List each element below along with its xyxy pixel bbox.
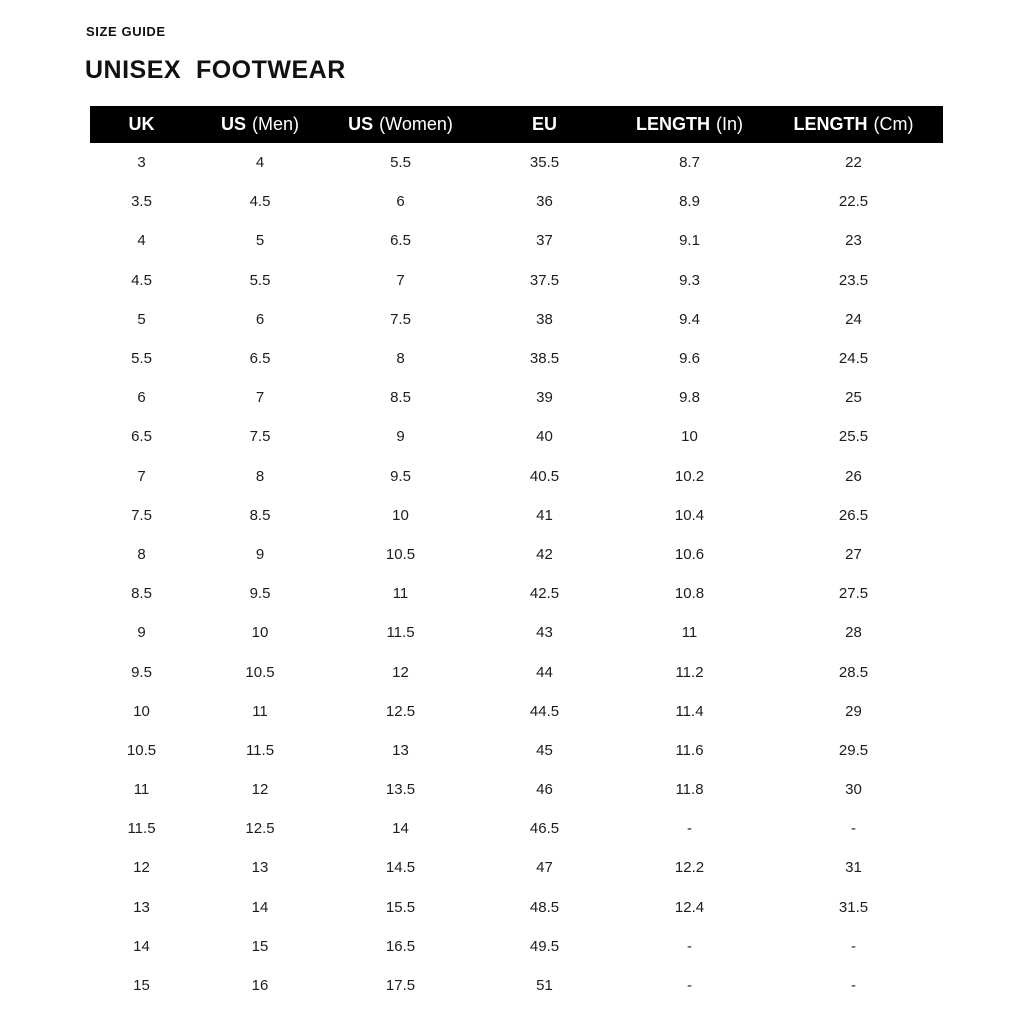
table-cell: 5: [255, 232, 265, 250]
table-row: [90, 770, 943, 809]
table-cell: 8.7: [679, 154, 700, 172]
table-cell: 7.5: [390, 310, 411, 328]
table-row: [90, 300, 943, 339]
table-cell: 14: [392, 820, 409, 838]
table-cell: 8: [255, 467, 265, 485]
column-header-label: EU: [531, 114, 557, 134]
table-cell: 27.5: [838, 585, 869, 603]
table-cell: 10: [392, 506, 409, 524]
table-cell: 9.5: [390, 467, 411, 485]
size-table-header: [90, 106, 943, 143]
table-cell: 5.5: [249, 271, 271, 289]
column-header-us-men: [193, 106, 327, 143]
table-cell: 6: [137, 389, 146, 407]
table-cell: 37.5: [529, 271, 560, 289]
table-cell: 44: [536, 663, 553, 681]
table-cell: 11.8: [675, 781, 704, 799]
table-cell: 7.5: [131, 506, 152, 524]
table-cell: 8.5: [249, 506, 271, 524]
table-cell: 6: [396, 193, 405, 211]
table-cell: 13: [133, 898, 150, 916]
table-cell: 22: [845, 154, 862, 172]
column-header-sublabel: (Women): [379, 114, 453, 134]
table-row: [90, 457, 943, 496]
table-cell: 42.5: [529, 585, 560, 603]
table-cell: 5: [137, 310, 146, 328]
table-cell: 29.5: [838, 741, 869, 759]
table-cell: 8.5: [390, 389, 411, 407]
table-cell: 4: [255, 154, 265, 172]
table-cell: 7: [396, 271, 405, 289]
table-cell: 7: [255, 389, 265, 407]
page-title: UNISEX FOOTWEAR: [85, 56, 346, 84]
table-cell: 44.5: [529, 702, 560, 720]
table-cell: 12: [133, 859, 150, 877]
table-cell: 11: [133, 781, 150, 799]
table-cell: 46.5: [529, 820, 560, 838]
table-cell: 12: [251, 781, 269, 799]
table-cell: 11.2: [675, 663, 704, 681]
table-row: [90, 574, 943, 613]
table-cell: 27: [845, 545, 862, 563]
table-cell: -: [851, 937, 856, 955]
table-row: [90, 378, 943, 417]
table-cell: 10: [133, 702, 150, 720]
table-cell: 12.5: [385, 702, 416, 720]
column-header-label: UK: [128, 114, 155, 134]
table-cell: 22.5: [838, 193, 869, 211]
table-cell: 30: [845, 781, 862, 799]
table-cell: 12: [392, 663, 409, 681]
table-cell: 9.5: [131, 663, 152, 681]
table-cell: 13: [392, 741, 409, 759]
table-cell: 26: [845, 467, 862, 485]
table-cell: 23.5: [838, 271, 869, 289]
table-cell: 6: [255, 310, 265, 328]
table-row: [90, 339, 943, 378]
table-cell: -: [687, 937, 692, 955]
table-cell: 9.6: [679, 350, 700, 368]
column-header-label: LENGTH: [793, 114, 868, 134]
table-cell: 11.5: [127, 820, 156, 838]
table-cell: 46: [536, 781, 553, 799]
table-cell: 14.5: [385, 859, 416, 877]
table-cell: 7: [137, 467, 146, 485]
table-row: [90, 809, 943, 848]
table-cell: 9.3: [679, 271, 700, 289]
table-cell: 9.1: [679, 232, 700, 250]
table-row: [90, 888, 943, 927]
table-cell: 11.5: [245, 741, 275, 759]
header-row: [90, 106, 943, 143]
table-cell: 4.5: [249, 193, 271, 211]
column-header-sublabel: (Cm): [873, 114, 914, 134]
column-header-sublabel: (Men): [252, 114, 300, 134]
table-cell: 11.4: [675, 702, 704, 720]
table-row: [90, 496, 943, 535]
table-cell: 15.5: [385, 898, 416, 916]
table-cell: 15: [251, 937, 269, 955]
size-guide-eyebrow: SIZE GUIDE: [86, 24, 166, 39]
table-cell: 16: [251, 977, 269, 995]
table-cell: 28: [845, 624, 862, 642]
table-cell: 11: [392, 585, 409, 603]
table-cell: 47: [536, 859, 553, 877]
table-cell: 12.5: [245, 820, 275, 838]
table-cell: 10: [681, 428, 698, 446]
table-row: [90, 848, 943, 887]
column-header-sublabel: (In): [716, 114, 743, 134]
table-cell: 11: [252, 702, 268, 720]
table-cell: 16.5: [385, 937, 416, 955]
table-cell: 49.5: [529, 937, 560, 955]
table-cell: 9: [137, 624, 146, 642]
table-cell: 10: [251, 624, 269, 642]
table-row: [90, 652, 943, 691]
table-cell: 9: [396, 428, 405, 446]
table-cell: 11: [681, 624, 698, 642]
table-cell: 40: [536, 428, 553, 446]
table-cell: 9.4: [679, 310, 700, 328]
table-cell: 10.5: [385, 545, 416, 563]
table-cell: 25.5: [838, 428, 869, 446]
table-cell: 14: [133, 937, 150, 955]
table-cell: 8.9: [679, 193, 700, 211]
table-cell: 6.5: [390, 232, 411, 250]
table-cell: 10.6: [674, 545, 705, 563]
table-cell: 10.4: [674, 506, 705, 524]
column-header-length-cm: [764, 106, 943, 143]
table-cell: 26.5: [838, 506, 869, 524]
table-row: [90, 927, 943, 966]
column-header-us-women: [327, 106, 474, 143]
table-row: [90, 221, 943, 260]
table-cell: 28.5: [838, 663, 869, 681]
column-header-label: US: [348, 114, 374, 134]
table-row: [90, 966, 943, 1005]
table-row: [90, 417, 943, 456]
table-cell: 42: [536, 545, 553, 563]
table-cell: 6.5: [131, 428, 152, 446]
table-row: [90, 613, 943, 652]
table-cell: 8: [396, 350, 405, 368]
table-cell: 13.5: [385, 781, 416, 799]
column-header-label: US: [220, 114, 246, 134]
table-cell: 48.5: [529, 898, 560, 916]
table-cell: 10.2: [674, 467, 705, 485]
column-header-uk: [90, 106, 193, 143]
table-cell: -: [851, 820, 856, 838]
column-header-length-in: [615, 106, 764, 143]
table-cell: 8: [137, 545, 146, 563]
table-cell: 51: [536, 977, 553, 995]
table-cell: 12.4: [674, 898, 705, 916]
table-cell: 40.5: [529, 467, 560, 485]
table-row: [90, 182, 943, 221]
table-cell: 10.8: [674, 585, 705, 603]
table-cell: 37: [536, 232, 553, 250]
table-cell: 5.5: [390, 154, 411, 172]
table-cell: 43: [536, 624, 553, 642]
table-cell: 4: [137, 232, 146, 250]
table-cell: 8.5: [131, 585, 152, 603]
table-cell: 10.5: [126, 741, 157, 759]
table-cell: 3.5: [131, 193, 152, 211]
table-cell: 13: [251, 859, 269, 877]
table-cell: 39: [536, 389, 553, 407]
table-cell: 15: [133, 977, 150, 995]
table-cell: 38.5: [529, 350, 560, 368]
table-row: [90, 692, 943, 731]
size-table-body: [90, 143, 943, 1005]
table-cell: 29: [845, 702, 862, 720]
table-row: [90, 261, 943, 300]
table-cell: 5.5: [131, 350, 152, 368]
table-cell: 25: [845, 389, 862, 407]
column-header-eu: [474, 106, 615, 143]
table-cell: 31.5: [838, 898, 869, 916]
table-row: [90, 731, 943, 770]
size-table: [90, 106, 943, 1005]
table-cell: 3: [137, 154, 146, 172]
table-cell: 11.6: [675, 741, 704, 759]
table-cell: -: [851, 977, 856, 995]
table-cell: 45: [536, 741, 553, 759]
table-cell: 9: [255, 545, 265, 563]
table-cell: 7.5: [249, 428, 271, 446]
table-cell: -: [687, 977, 692, 995]
table-row: [90, 143, 943, 182]
table-cell: 9.8: [679, 389, 700, 407]
table-cell: 9.5: [249, 585, 271, 603]
table-cell: 6.5: [249, 350, 271, 368]
table-cell: 24: [845, 310, 862, 328]
table-cell: -: [687, 820, 692, 838]
table-cell: 36: [536, 193, 553, 211]
table-cell: 35.5: [529, 154, 560, 172]
table-cell: 4.5: [131, 271, 152, 289]
table-cell: 12.2: [674, 859, 705, 877]
table-cell: 14: [251, 898, 269, 916]
table-cell: 41: [536, 506, 553, 524]
table-cell: 11.5: [386, 624, 415, 642]
table-cell: 10.5: [245, 663, 275, 681]
table-cell: 38: [536, 310, 553, 328]
column-header-label: LENGTH: [636, 114, 710, 134]
table-row: [90, 535, 943, 574]
table-cell: 17.5: [385, 977, 416, 995]
table-cell: 23: [845, 232, 862, 250]
table-cell: 31: [845, 859, 862, 877]
table-cell: 24.5: [838, 350, 869, 368]
